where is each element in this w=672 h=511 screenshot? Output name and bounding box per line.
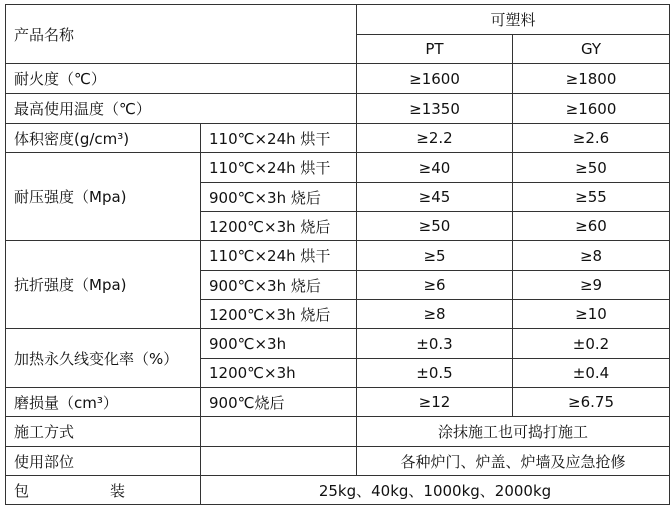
- row-label: [6, 476, 201, 505]
- cell-gy: ≥50: [513, 153, 670, 183]
- cell-condition: 1200℃×3h 烧后: [201, 300, 357, 329]
- table-row: [6, 447, 670, 476]
- row-label: 耐火度（℃）: [6, 64, 357, 94]
- cell-condition: 1200℃×3h 烧后: [201, 212, 357, 241]
- cell-gy: ≥55: [513, 183, 670, 212]
- header-col-pt: PT: [357, 35, 513, 64]
- cell-gy: ≥8: [513, 241, 670, 271]
- empty-cell: [201, 447, 357, 476]
- cell-pt: ≥6: [357, 271, 513, 300]
- table-row: [6, 329, 670, 359]
- spec-table: [5, 4, 670, 505]
- packing-label-a: 包: [14, 481, 30, 500]
- cell-pt: ≥50: [357, 212, 513, 241]
- cell-gy: ≥2.6: [513, 124, 670, 153]
- header-group: 可塑料: [357, 5, 670, 35]
- row-label: 抗折强度（Mpa): [6, 241, 201, 329]
- cell-condition: 110℃×24h 烘干: [201, 241, 357, 271]
- cell-condition: 110℃×24h 烘干: [201, 153, 357, 183]
- row-label: 最高使用温度（℃）: [6, 94, 357, 124]
- cell-gy: ±0.4: [513, 359, 670, 388]
- row-label: 耐压强度（Mpa): [6, 153, 201, 241]
- cell-pt: ±0.5: [357, 359, 513, 388]
- cell-condition: 900℃烧后: [201, 388, 357, 417]
- table-row: [6, 94, 670, 124]
- row-label: 使用部位: [6, 447, 201, 476]
- table-row: [6, 124, 670, 153]
- cell-condition: 900℃×3h 烧后: [201, 183, 357, 212]
- table-row: [6, 64, 670, 94]
- header-col-gy: GY: [513, 35, 670, 64]
- cell-condition: 900℃×3h: [201, 329, 357, 359]
- cell-condition: 1200℃×3h: [201, 359, 357, 388]
- row-label: 施工方式: [6, 417, 201, 447]
- cell-pt: ±0.3: [357, 329, 513, 359]
- cell-condition: 110℃×24h 烘干: [201, 124, 357, 153]
- table-row: [6, 241, 670, 271]
- cell-gy: ≥10: [513, 300, 670, 329]
- cell-value: 各种炉门、炉盖、炉墙及应急抢修: [357, 447, 670, 476]
- cell-pt: ≥1600: [357, 64, 513, 94]
- cell-gy: ≥6.75: [513, 388, 670, 417]
- table-row: [6, 388, 670, 417]
- row-label: 加热永久线变化率（%）: [6, 329, 201, 388]
- table-row: [6, 417, 670, 447]
- cell-value: 涂抹施工也可捣打施工: [357, 417, 670, 447]
- cell-gy: ≥60: [513, 212, 670, 241]
- cell-gy: ±0.2: [513, 329, 670, 359]
- cell-gy: ≥9: [513, 271, 670, 300]
- header-row: [6, 5, 670, 35]
- header-product-name: 产品名称: [6, 5, 357, 64]
- cell-pt: ≥40: [357, 153, 513, 183]
- row-label: 体积密度(g/cm³): [6, 124, 201, 153]
- cell-pt: ≥1350: [357, 94, 513, 124]
- cell-pt: ≥2.2: [357, 124, 513, 153]
- cell-pt: ≥5: [357, 241, 513, 271]
- packing-label-b: 装: [110, 481, 126, 500]
- cell-condition: 900℃×3h 烧后: [201, 271, 357, 300]
- row-label: 磨损量（cm³）: [6, 388, 201, 417]
- cell-gy: ≥1800: [513, 64, 670, 94]
- cell-pt: ≥12: [357, 388, 513, 417]
- empty-cell: [201, 417, 357, 447]
- cell-pt: ≥45: [357, 183, 513, 212]
- cell-value: 25kg、40kg、1000kg、2000kg: [201, 476, 670, 505]
- table-row: [6, 476, 670, 505]
- cell-gy: ≥1600: [513, 94, 670, 124]
- cell-pt: ≥8: [357, 300, 513, 329]
- table-row: [6, 153, 670, 183]
